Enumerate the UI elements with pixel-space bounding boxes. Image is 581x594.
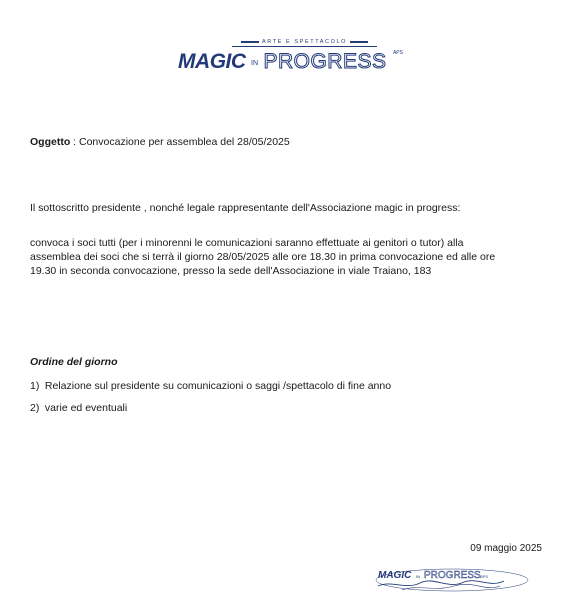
logo-progress-text: PROGRESS [263, 50, 387, 73]
svg-text:APS: APS [480, 574, 489, 579]
svg-text:PROGRESS: PROGRESS [424, 570, 481, 581]
logo-aps-text: APS [392, 50, 403, 56]
subject-line [30, 135, 290, 149]
logo-magic-text: MAGIC [178, 50, 246, 73]
document-date: 09 maggio 2025 [470, 543, 542, 554]
agenda-item [30, 401, 127, 415]
svg-text:IN: IN [416, 574, 420, 579]
agenda-item-text: varie ed eventuali [44, 402, 128, 414]
svg-text:MAGIC: MAGIC [378, 570, 412, 581]
agenda-item-number: 1) [30, 380, 40, 392]
subject-text: : Convocazione per assemblea del 28/05/2025 [70, 136, 290, 148]
agenda-item-text: Relazione sul presidente su comunicazioni o saggi /spettacolo di fine anno [44, 380, 392, 392]
agenda-item [30, 379, 391, 393]
agenda-title: Ordine del giorno [30, 356, 118, 368]
intro-paragraph: Il sottoscritto presidente , nonché legale rappresentante dell'Associazione magic in progress: [30, 202, 461, 214]
subject-label: Oggetto [30, 136, 71, 148]
header-logo [0, 30, 581, 74]
body-paragraph: convoca i soci tutti (per i minorenni le comunicazioni saranno effettuate ai genitori o tutor) alla assemblea dei soci che si terrà il giorno 28/05/2025 alle ore 18.30 in prima convocazione ed alle ore 19.30 in seconda convocazione, presso la sede dell'Associazione in viale Traiano, 183 [30, 237, 496, 277]
signature-stamp [372, 566, 532, 594]
agenda-item-number: 2) [30, 402, 40, 414]
logo-tagline: ARTE E SPETTACOLO [232, 39, 377, 47]
logo-in-text: IN [251, 60, 258, 68]
